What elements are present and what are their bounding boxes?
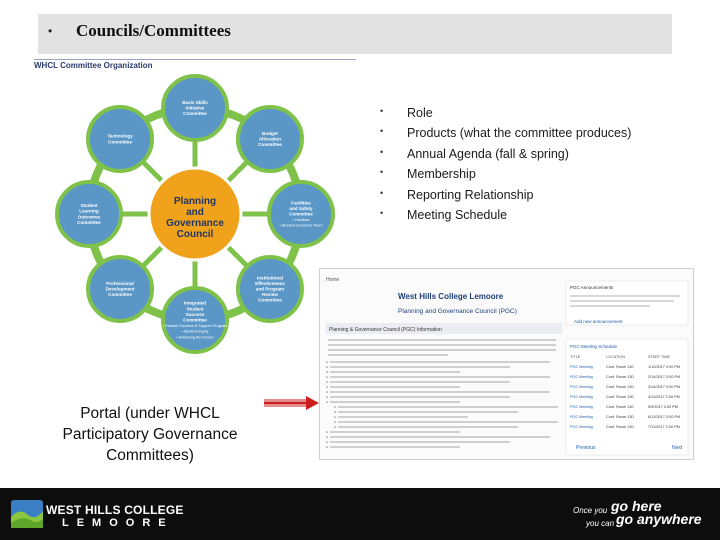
announcements-title: PGC Announcements (570, 285, 614, 290)
portal-caption-line: Portal (under WHCL (80, 405, 220, 422)
schedule-column-header: START TIME (648, 355, 671, 359)
list-bullet (326, 441, 328, 443)
list-line (338, 406, 558, 408)
schedule-event-link[interactable]: PGC Meeting (570, 415, 593, 419)
schedule-cell: 4/11/2017 2:00 PM (648, 395, 680, 399)
breadcrumb: Home (326, 277, 340, 283)
section-tab: Planning & Governance Council (PGC) Information (329, 327, 442, 333)
list-bullet (326, 361, 328, 363)
list-line (330, 376, 550, 378)
list-line (330, 366, 510, 368)
schedule-event-link[interactable]: PGC Meeting (570, 365, 593, 369)
schedule-cell: Conf. Room 130 (606, 415, 634, 419)
schedule-cell: 7/11/2017 2:00 PM (648, 425, 680, 429)
portal-caption-line: Committees) (106, 447, 194, 464)
list-bullet (326, 436, 328, 438)
committee-node-label: Technology Committee (107, 133, 133, 145)
portal-subheading: Planning and Governance Council (PGC) (398, 308, 517, 315)
portal-caption (40, 403, 260, 466)
schedule-title: PGC Meeting Schedule (570, 344, 618, 349)
list-line (330, 436, 550, 438)
schedule-event-link[interactable]: PGC Meeting (570, 425, 593, 429)
org-title-rule (34, 59, 356, 60)
schedule-cell: Conf. Room 130 (606, 425, 634, 429)
list-line (338, 416, 468, 418)
schedule-event-link[interactable]: PGC Meeting (570, 375, 593, 379)
list-line (338, 421, 558, 423)
college-logo-name: WEST HILLS COLLEGE (46, 503, 184, 517)
list-bullet (326, 366, 328, 368)
add-announcement-link: Add new announcement (574, 319, 623, 324)
center-node-label: Planning and Governance Council (166, 196, 224, 240)
list-line (330, 386, 460, 388)
schedule-cell: 1/10/2017 2:00 PM (648, 365, 681, 369)
schedule-column-header: TITLE (570, 355, 581, 359)
schedule-cell: Conf. Room 130 (606, 405, 634, 409)
paragraph-line (328, 354, 448, 356)
college-logo-campus: LEMOORE (62, 517, 174, 529)
list-line (330, 381, 510, 383)
list-bullet (326, 401, 328, 403)
list-item-text: Meeting Schedule (407, 207, 508, 222)
committee-node-label: Facilities and Safety Committee • Facilities • Student Concerns Team (279, 200, 323, 228)
paragraph-line (328, 339, 556, 341)
list-line (338, 411, 518, 413)
tagline-emphasis: go anywhere (616, 511, 702, 527)
tagline-part: you can (586, 519, 615, 528)
list-bullet (326, 446, 328, 448)
list-bullet (326, 391, 328, 393)
list-bullet (326, 386, 328, 388)
org-chart-title: WHCL Committee Organization (34, 61, 153, 70)
list-item-text: Products (what the committee produces) (407, 126, 632, 141)
schedule-event-link[interactable]: PGC Meeting (570, 395, 593, 399)
list-bullet (334, 406, 336, 408)
portal-page (320, 269, 693, 459)
paragraph-line (328, 344, 556, 346)
committee-node-label: Budget Allocation Committee (258, 130, 282, 148)
list-line (330, 391, 550, 393)
list-item-text: Membership (407, 167, 476, 182)
committee-node-label: Integrated Student Success Committee • Student Success & Support Program • Student Equity • Achieving the Dream (162, 300, 228, 340)
college-logo-icon (10, 499, 44, 529)
bullet: • (380, 126, 384, 137)
list-line (330, 441, 510, 443)
list-line (330, 431, 460, 433)
portal-heading: West Hills College Lemoore (398, 292, 504, 301)
committee-node-label: Basic Skills Initiative Committee (182, 99, 208, 117)
list-bullet (326, 371, 328, 373)
bullet: • (380, 106, 384, 116)
portal-caption-line: Participatory Governance (62, 426, 238, 443)
schedule-cell: 3/14/2017 2:00 PM (648, 385, 681, 389)
schedule-cell: Conf. Room 130 (606, 385, 634, 389)
list-bullet (326, 431, 328, 433)
schedule-cell: 2/14/2017 2:00 PM (648, 375, 681, 379)
list-item-text: Annual Agenda (fall & spring) (407, 146, 569, 161)
paragraph-line (328, 349, 556, 351)
previous-link: Previous (576, 445, 596, 451)
bullet: • (380, 187, 384, 198)
committee-node-label: Institutional Effectiveness and Program Review Committee (255, 275, 285, 303)
committee-node-label: Student Learning Outcomes Committee (77, 203, 101, 225)
list-line (330, 361, 550, 363)
next-link: Next (672, 445, 683, 451)
list-bullet (334, 421, 336, 423)
list-item-text: Role (407, 106, 433, 120)
schedule-cell: Conf. Room 130 (606, 365, 634, 369)
schedule-cell: Conf. Room 130 (606, 395, 634, 399)
list-line (330, 446, 460, 448)
list-line (330, 401, 460, 403)
schedule-column-header: LOCATION (606, 355, 626, 359)
list-bullet (334, 416, 336, 418)
tagline-emphasis: go here (611, 498, 662, 514)
list-bullet (334, 411, 336, 413)
right-arrow-icon (262, 395, 320, 411)
committee-node-label: Professional Development Committee (105, 280, 135, 298)
schedule-cell: 5/9/2017 2:00 PM (648, 405, 678, 409)
schedule-cell: Conf. Room 130 (606, 375, 634, 379)
list-bullet (326, 376, 328, 378)
list-line (330, 371, 460, 373)
portal-screenshot (319, 268, 694, 460)
list-bullet (334, 426, 336, 428)
list-line (330, 396, 510, 398)
tagline-part: Once you (573, 506, 608, 515)
list-bullet (326, 381, 328, 383)
schedule-event-link[interactable]: PGC Meeting (570, 385, 593, 389)
title-bullet: • (48, 24, 53, 38)
bullet: • (380, 167, 384, 178)
list-bullet (326, 396, 328, 398)
committee-org-diagram (50, 72, 340, 372)
schedule-event-link[interactable]: PGC Meeting (570, 405, 593, 409)
schedule-cell: 6/13/2017 2:00 PM (648, 415, 681, 419)
list-item-text: Reporting Relationship (407, 187, 534, 202)
slide-title: Councils/Committees (76, 21, 231, 40)
list-line (338, 426, 518, 428)
bullet: • (380, 207, 384, 218)
bullet: • (380, 146, 384, 157)
